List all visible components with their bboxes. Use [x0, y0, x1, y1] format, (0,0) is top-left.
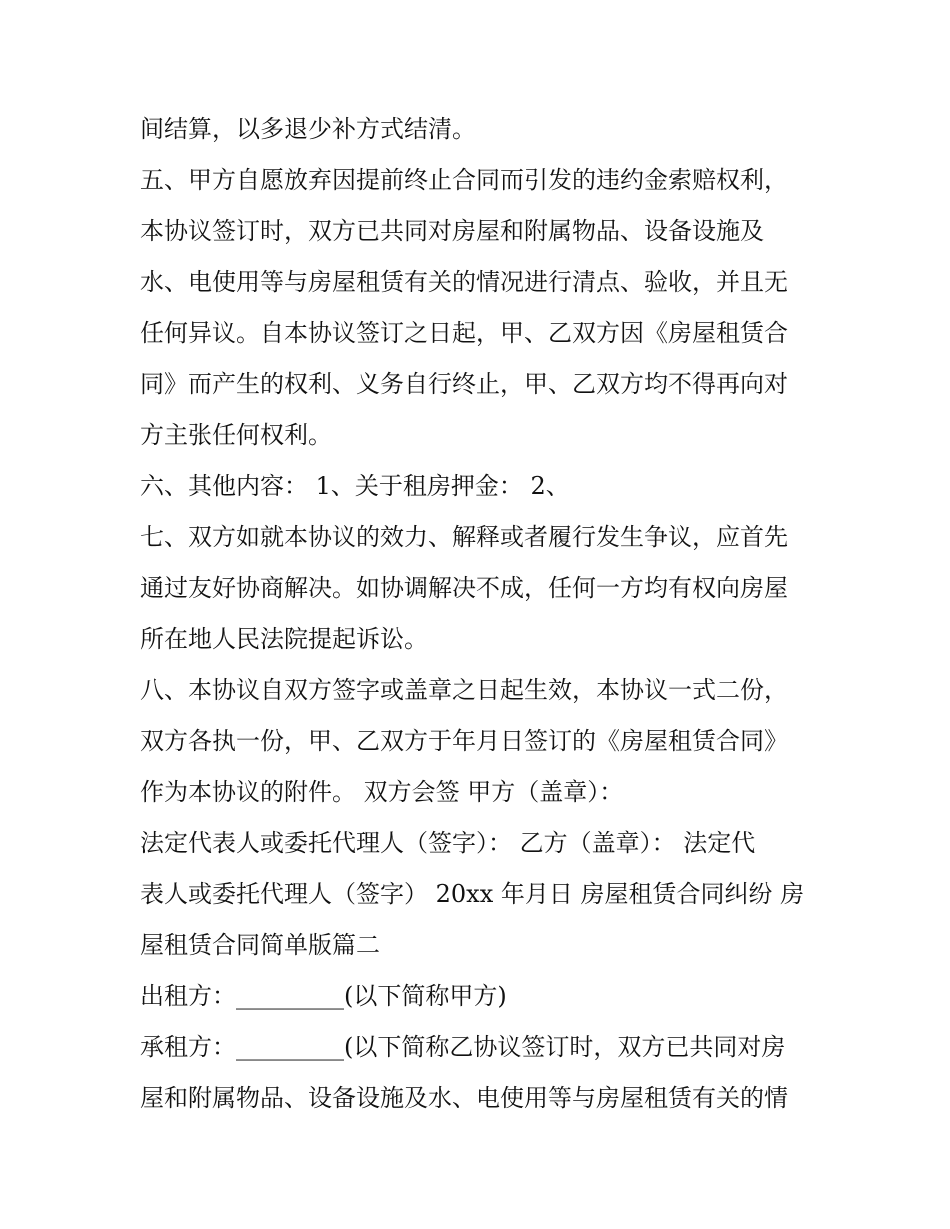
text-line: 承租方：_________(以下简称乙协议签订时，双方已共同对房: [140, 1033, 786, 1061]
text-line: 表人或委托代理人（签字） 20xx 年月日 房屋租赁合同纠纷 房: [140, 880, 805, 908]
text-line: 作为本协议的附件。 双方会签 甲方（盖章）：: [140, 778, 624, 806]
text-line: 任何异议。自本协议签订之日起，甲、乙双方因《房屋租赁合: [140, 319, 788, 347]
text-line: 八、本协议自双方签字或盖章之日起生效，本协议一式二份，: [140, 676, 788, 704]
text-line: 屋租赁合同简单版篇二: [140, 931, 380, 959]
text-line: 所在地人民法院提起诉讼。: [140, 625, 428, 653]
text-line: 六、其他内容： 1、关于租房押金： 2、: [140, 472, 570, 500]
text-line: 双方各执一份，甲、乙双方于年月日签订的《房屋租赁合同》: [140, 727, 788, 755]
text-line: 五、甲方自愿放弃因提前终止合同而引发的违约金索赔权利，: [140, 166, 788, 194]
document-body: [140, 104, 830, 1124]
text-line: 七、双方如就本协议的效力、解释或者履行发生争议，应首先: [140, 523, 788, 551]
text-line: 同》而产生的权利、义务自行终止，甲、乙双方均不得再向对: [140, 370, 788, 398]
text-line: 出租方：_________(以下简称甲方): [140, 982, 507, 1010]
text-line: 本协议签订时，双方已共同对房屋和附属物品、设备设施及: [140, 217, 764, 245]
text-line: 屋和附属物品、设备设施及水、电使用等与房屋租赁有关的情: [140, 1084, 788, 1112]
text-line: 法定代表人或委托代理人（签字）： 乙方（盖章）： 法定代: [140, 829, 756, 857]
text-line: 方主张任何权利。: [140, 421, 332, 449]
text-line: 通过友好协商解决。如协调解决不成，任何一方均有权向房屋: [140, 574, 788, 602]
text-line: 水、电使用等与房屋租赁有关的情况进行清点、验收，并且无: [140, 268, 788, 296]
text-line: 间结算，以多退少补方式结清。: [140, 115, 476, 143]
